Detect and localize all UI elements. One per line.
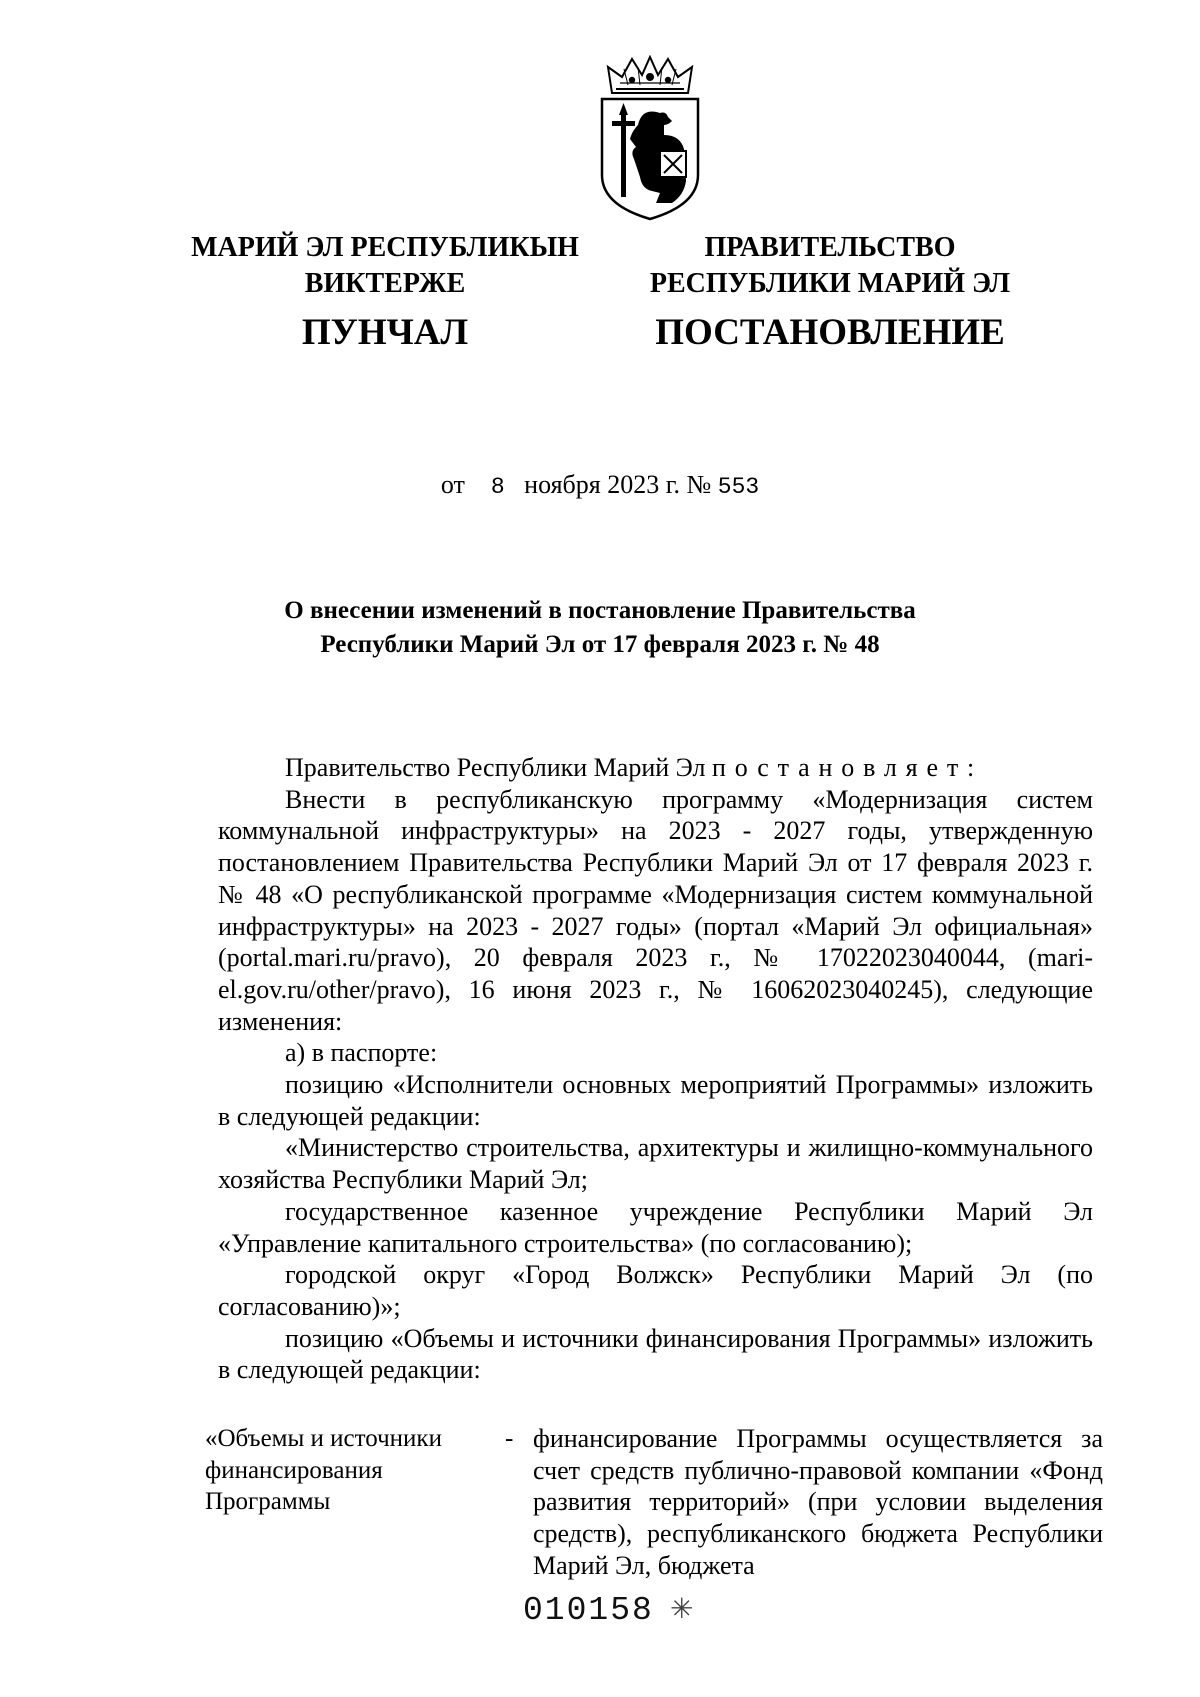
sword-icon [612, 103, 635, 197]
header-left-line1: МАРИЙ ЭЛ РЕСПУБЛИКЫН [191, 232, 579, 263]
date-month-year: ноября 2023 г. № [524, 470, 712, 499]
paragraph-volzhsk: городской округ «Город Волжск» Республики Марий Эл (по согласованию)»; [218, 1260, 1093, 1321]
date-day: 8 [490, 474, 505, 500]
table-right-text: финансирование Программы осуществляется за счет средств публично-правовой компании «Фонд развития территорий» (при условии выделения средств), республиканского бюджета Республики Марий Эл, бюджета [533, 1424, 1103, 1580]
paragraph-state-institution: государственное казенное учреждение Республики Марий Эл «Управление капитального строительства» (по согласованию); [218, 1196, 1093, 1258]
table-left-label: «Объемы и источники финансирования Программы [205, 1425, 442, 1516]
header-left-doc-type: ПУНЧАЛ [301, 312, 469, 353]
paragraph-resolves-spaced: постановляет: [711, 753, 984, 782]
header-right-doc-type: ПОСТАНОВЛЕНИЕ [655, 312, 1005, 353]
paragraph-resolves [218, 752, 1093, 784]
title-line2: Республики Марий Эл от 17 февраля 2023 г. № 48 [320, 631, 880, 658]
header-right [640, 230, 1020, 358]
coat-of-arms-icon [594, 55, 706, 223]
title-line1: О внесении изменений в постановление Правительства [284, 597, 916, 624]
date-line [0, 470, 1200, 500]
paragraph-financing-position: позицию «Объемы и источники финансирования Программы» изложить в следующей редакции: [218, 1323, 1093, 1385]
table-dash: - [505, 1425, 514, 1452]
document-body [218, 752, 1093, 1386]
header-right-line1: ПРАВИТЕЛЬСТВО [704, 232, 956, 263]
paragraph-executors-position: позицию «Исполнители основных мероприятий Программы» изложить в следующей редакции: [218, 1070, 1093, 1131]
bear-icon [630, 112, 686, 204]
paragraph-resolves-start: Правительство Республики Марий Эл [285, 753, 706, 782]
document-title [160, 594, 1040, 662]
date-prefix: от [440, 470, 465, 499]
asterisk-mark-icon: ✳ [670, 1594, 694, 1625]
header-left [190, 230, 580, 358]
crown-icon [608, 57, 692, 93]
document-number: 553 [717, 474, 760, 500]
serial-number: 010158 [523, 1592, 654, 1629]
paragraph-amend: Внести в республиканскую программу «Модернизация систем коммунальной инфраструктуры» на 2023 - 2027 годы, утвержденную постановлением Правительства Республики Марий Эл от 17 февраля 2023 г. № 48 «О республиканской программе «Модернизация систем коммунальной инфраструктуры» на 2023 - 2027 годы» (портал «Марий Эл официальная» (portal.mari.ru/pravo), 20 февраля 2023 г., № 17022023040044, (mari-el.gov.ru/other/pravo), 16 июня 2023 г., № 16062023040245), следующие изменения: [218, 784, 1093, 1036]
header-left-line2: ВИКТЕРЖЕ [304, 268, 466, 299]
paragraph-ministry: «Министерство строительства, архитектуры и жилищно-коммунального хозяйства Республики Марий Эл; [218, 1133, 1093, 1195]
paragraph-passport: а) в паспорте: [285, 1038, 438, 1068]
header-right-line2: РЕСПУБЛИКИ МАРИЙ ЭЛ [649, 268, 1011, 299]
